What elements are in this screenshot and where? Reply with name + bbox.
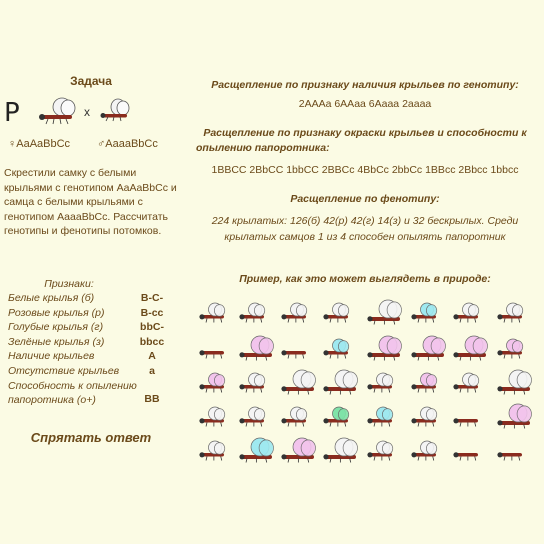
white-wing-insect-icon bbox=[410, 434, 450, 464]
white-wing-insect-icon bbox=[452, 296, 492, 326]
cross-symbol: x bbox=[84, 105, 90, 119]
white-wing-insect-icon bbox=[496, 366, 536, 396]
phenotype-line1: 224 крылатых: 126(б) 42(р) 42(г) 14(з) и 32 бескрылых. Среди bbox=[211, 215, 519, 227]
trait-name: папоротника (о+) bbox=[8, 394, 96, 407]
white-wing-insect-icon bbox=[280, 366, 320, 396]
wingless-insect-icon bbox=[496, 434, 536, 464]
traits-title: Признаки: bbox=[44, 278, 94, 290]
green-wing-insect-icon bbox=[322, 400, 362, 430]
pink-wing-insect-icon bbox=[410, 332, 450, 362]
phenotype-title: Расщепление по фенотипу: bbox=[290, 193, 440, 205]
white-wing-insect-icon bbox=[322, 296, 362, 326]
white-wing-insect-icon bbox=[238, 366, 278, 396]
trait-genotype: bbcc bbox=[139, 335, 165, 348]
blue-wing-insect-icon bbox=[238, 434, 278, 464]
white-wing-insect-icon bbox=[322, 366, 362, 396]
trait-name: Отсутствие крыльев bbox=[8, 365, 120, 377]
wing-genotype-title: Расщепление по признаку наличия крыльев по генотипу: bbox=[211, 79, 519, 91]
trait-name: Способность к опылению bbox=[8, 379, 137, 392]
white-wing-insect-icon bbox=[322, 434, 362, 464]
pink-wing-insect-icon bbox=[366, 332, 406, 362]
pink-wing-insect-icon bbox=[496, 400, 536, 430]
trait-genotype: BB bbox=[144, 393, 160, 406]
task-title: Задача bbox=[70, 74, 112, 88]
trait-name: Зелёные крылья (з) bbox=[8, 335, 105, 348]
female-genotype: ♀AaAaBbCc bbox=[8, 138, 71, 150]
white-wing-insect-icon bbox=[366, 296, 406, 326]
white-wing-insect-icon bbox=[452, 366, 492, 396]
trait-genotype: bbC- bbox=[140, 321, 164, 334]
trait-genotype: B-C- bbox=[140, 292, 164, 304]
white-wing-insect-icon bbox=[198, 434, 238, 464]
blue-wing-insect-icon bbox=[366, 400, 406, 430]
wingless-insect-icon bbox=[452, 400, 492, 430]
white-wing-insect-icon bbox=[366, 434, 406, 464]
parents-label: P bbox=[4, 98, 20, 128]
white-wing-insect-icon bbox=[280, 400, 320, 430]
wingless-insect-icon bbox=[198, 332, 238, 362]
trait-name: Голубые крылья (г) bbox=[8, 321, 104, 334]
trait-name: Розовые крылья (р) bbox=[8, 306, 105, 319]
white-wing-insect-icon bbox=[366, 366, 406, 396]
trait-genotype: A bbox=[148, 350, 156, 363]
pink-wing-insect-icon bbox=[452, 332, 492, 362]
task-description: Скрестили самку с белыми крыльями с генотипом AaAaBbCc и самца с белыми крыльями с генотипом AaaaBbCc. Рассчитать генотипы и фенотипы потомков. bbox=[4, 167, 177, 237]
color-title-line2: опылению папоротника: bbox=[196, 142, 330, 154]
trait-genotype: a bbox=[149, 365, 155, 377]
color-genotype-text: 1BBCC 2BbCC 1bbCC 2BBCc 4BbCc 2bbCc 1BBcc 2Bbcc 1bbcc bbox=[211, 164, 519, 176]
pink-wing-insect-icon bbox=[496, 332, 536, 362]
wing-genotype-text: 2AAAa 6AAaa 6Aaaa 2aaaa bbox=[298, 98, 432, 110]
female-insect-icon bbox=[36, 96, 80, 126]
pink-wing-insect-icon bbox=[410, 366, 450, 396]
white-wing-insect-icon bbox=[198, 400, 238, 430]
white-wing-insect-icon bbox=[410, 400, 450, 430]
pink-wing-insect-icon bbox=[280, 434, 320, 464]
hide-answer-button[interactable]: Спрятать ответ bbox=[30, 430, 152, 445]
pink-wing-insect-icon bbox=[198, 366, 238, 396]
white-wing-insect-icon bbox=[238, 296, 278, 326]
wingless-insect-icon bbox=[452, 434, 492, 464]
male-insect-icon bbox=[98, 98, 132, 124]
phenotype-line2: крылатых самцов 1 из 4 способен опылять папоротник bbox=[224, 231, 506, 243]
color-title-line1: Расщепление по признаку окраски крыльев и способности к bbox=[203, 127, 527, 139]
example-title: Пример, как это может выглядеть в природе: bbox=[239, 273, 491, 285]
wingless-insect-icon bbox=[280, 332, 320, 362]
trait-name: Наличие крыльев bbox=[8, 350, 95, 363]
trait-name: Белые крылья (б) bbox=[8, 292, 95, 304]
male-genotype: ♂AaaaBbCc bbox=[97, 138, 158, 150]
blue-wing-insect-icon bbox=[322, 332, 362, 362]
white-wing-insect-icon bbox=[280, 296, 320, 326]
white-wing-insect-icon bbox=[496, 296, 536, 326]
blue-wing-insect-icon bbox=[410, 296, 450, 326]
white-wing-insect-icon bbox=[198, 296, 238, 326]
white-wing-insect-icon bbox=[238, 400, 278, 430]
pink-wing-insect-icon bbox=[238, 332, 278, 362]
trait-genotype: B-cc bbox=[140, 306, 164, 319]
